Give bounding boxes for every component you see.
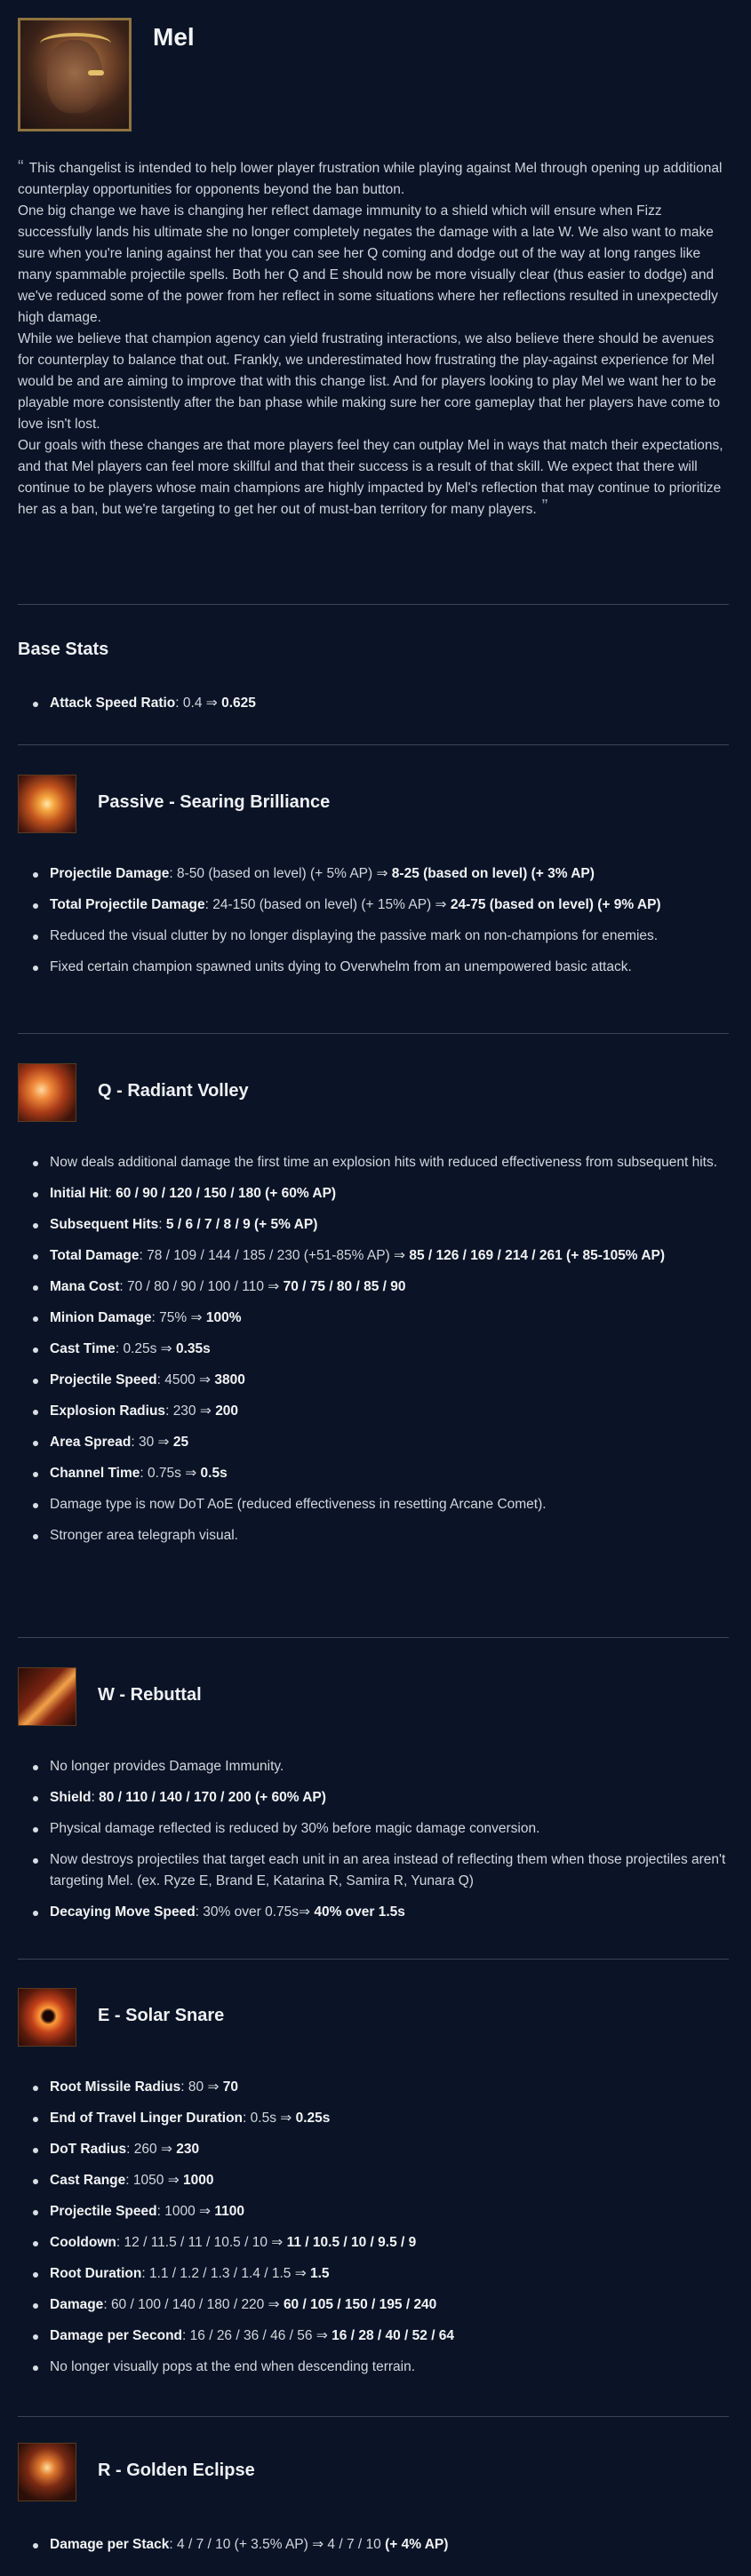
arrow-icon: ⇒ [294,2266,307,2281]
r-change-list [18,2534,729,2565]
stat-label: Total Damage [50,1248,140,1263]
change-text: Damage type is now DoT AoE (reduced effectiveness in resetting Arcane Comet). [50,1497,547,1512]
quote-paragraph: “ This changelist is intended to help lower player frustration while playing against Mel through opening up additional counterplay opportunities for opponents beyond the ban button. [18,157,723,197]
new-value: 200 [215,1403,239,1419]
old-value: 1.1 / 1.2 / 1.3 / 1.4 / 1.5 [148,2266,292,2281]
change-item: Cooldown: 12 / 11.5 / 11 / 10.5 / 10 ⇒ 11 / 10.5 / 10 / 9.5 / 9 [50,2232,729,2254]
change-item: Total Projectile Damage: 24-150 (based on level) (+ 15% AP) ⇒ 24-75 (based on level) (+ 9% AP) [50,894,729,916]
old-value: 75% [159,1310,188,1325]
arrow-icon: ⇒ [268,1279,280,1294]
change-item [50,1494,729,1515]
change-text: No longer provides Damage Immunity. [50,1759,284,1774]
arrow-icon: ⇒ [205,696,218,711]
change-text: Reduced the visual clutter by no longer displaying the passive mark on non-champions for enemies. [50,928,659,943]
change-item: Channel Time: 0.75s ⇒ 0.5s [50,1463,729,1484]
stat-label: Cast Range [50,2173,126,2188]
champion-portrait-icon [18,18,132,131]
divider [18,744,729,745]
stat-label: Damage [50,2297,104,2312]
quote-paragraph: Our goals with these changes are that more players feel they can outplay Mel in ways that match their expectations, and that Mel players can feel more skillful and that their success is a result of that skill. We expect that there will continue to be players whose main champions are highly impacted by Mel's reflection that may continue to prioritize her as a ban, but we're targeting to get her out of must-ban territory for many players. ” [18,438,723,517]
stat-label: Cast Time [50,1341,116,1356]
change-item: Damage per Second: 16 / 26 / 36 / 46 / 56 ⇒ 16 / 28 / 40 / 52 / 64 [50,2326,729,2347]
old-value: 30 [138,1435,155,1450]
arrow-icon: ⇒ [199,2204,212,2219]
open-quote-mark: “ [18,157,24,177]
new-value: 60 / 90 / 120 / 150 / 180 (+ 60% AP) [116,1186,337,1201]
old-value: 78 / 109 / 144 / 185 / 230 (+51-85% AP) [147,1248,390,1263]
new-value: 100% [205,1310,242,1325]
change-item [50,1849,729,1892]
new-value: 40% over 1.5s [314,1904,405,1920]
old-value: 70 / 80 / 90 / 100 / 110 [127,1279,264,1294]
divider [18,1959,729,1960]
new-value: 1000 [183,2173,214,2188]
old-value: 260 [133,2142,157,2157]
ability-header-r [18,2443,729,2501]
radiant-volley-icon [18,1063,76,1122]
ability-header-passive [18,775,729,833]
change-item [50,926,729,947]
change-item: Mana Cost: 70 / 80 / 90 / 100 / 110 ⇒ 70 / 75 / 80 / 85 / 90 [50,1276,729,1298]
new-value: 1100 [214,2204,244,2219]
close-quote-mark: ” [541,497,548,516]
base-stats-list [18,693,729,724]
rebuttal-icon [18,1667,76,1726]
ability-header-q [18,1063,729,1122]
new-value: 0.5s [200,1466,228,1481]
stat-label: Projectile Speed [50,2204,157,2219]
new-value: 80 / 110 / 140 / 170 / 200 (+ 60% AP) [99,1790,326,1805]
change-item [50,1818,729,1840]
change-text: Fixed certain champion spawned units dying to Overwhelm from an unempowered basic attack. [50,959,632,974]
w-change-list [18,1756,729,1933]
arrow-icon: ⇒ [199,1372,212,1387]
ability-title: R - Golden Eclipse [98,2461,255,2480]
arrow-icon: ⇒ [160,1341,172,1356]
new-value: 16 / 28 / 40 / 52 / 64 [332,2328,455,2343]
old-value: 0.5s [250,2111,276,2126]
new-value: 11 / 10.5 / 10 / 9.5 / 9 [286,2235,417,2250]
divider [18,2416,729,2417]
new-value: 0.625 [221,696,256,711]
stat-label: Area Spread [50,1435,132,1450]
new-value: 25 [172,1435,189,1450]
new-value: 70 / 75 / 80 / 85 / 90 [283,1279,406,1294]
new-value: 85 / 126 / 169 / 214 / 261 (+ 85-105% AP) [409,1248,666,1263]
change-item: Decaying Move Speed: 30% over 0.75s⇒ 40% over 1.5s [50,1902,729,1923]
old-value: 0.25s [123,1341,157,1356]
arrow-icon: ⇒ [435,897,447,912]
change-item: Attack Speed Ratio: 0.4 ⇒ 0.625 [50,693,729,714]
old-value: 60 / 100 / 140 / 180 / 220 [110,2297,265,2312]
stat-label: Damage per Stack [50,2537,170,2552]
arrow-icon: ⇒ [376,866,388,881]
stat-label: Cooldown [50,2235,116,2250]
change-item: Minion Damage: 75% ⇒ 100% [50,1308,729,1329]
quote-paragraph: One big change we have is changing her reflect damage immunity to a shield which will ensure when Fizz successfully lands his ultimate she no longer completely negates the damage with a late W. We also want to make sure when you're laning against her that you can see her Q coming and dodge out of the way at long ranges like many spammable projectile spells. Both her Q and E should now be more visually clear (thus easier to dodge) and we've reduced some of the power from her reflect in some situations where her reflections resulted in unexpectedly high damage. [18,203,718,325]
old-value: 0.4 [182,696,203,711]
change-item: End of Travel Linger Duration: 0.5s ⇒ 0.25s [50,2108,729,2129]
stat-label: Root Duration [50,2266,142,2281]
new-value: 70 [222,2079,239,2095]
section-title-base-stats: Base Stats [18,640,109,659]
arrow-icon: ⇒ [157,1435,170,1450]
change-item: Subsequent Hits: 5 / 6 / 7 / 8 / 9 (+ 5% AP) [50,1214,729,1236]
passive-change-list [18,863,729,988]
arrow-icon: ⇒ [190,1310,203,1325]
change-item: Projectile Damage: 8-50 (based on level) (+ 5% AP) ⇒ 8-25 (based on level) (+ 3% AP) [50,863,729,885]
change-item: Root Duration: 1.1 / 1.2 / 1.3 / 1.4 / 1.5 ⇒ 1.5 [50,2263,729,2285]
stat-label: Projectile Speed [50,1372,157,1387]
stat-label: Explosion Radius [50,1403,166,1419]
stat-label: Root Missile Radius [50,2079,181,2095]
golden-eclipse-icon [18,2443,76,2501]
ability-header-w [18,1667,729,1726]
stat-label: Initial Hit [50,1186,108,1201]
quote-paragraph: While we believe that champion agency can yield frustrating interactions, we also believe there should be avenues for counterplay to balance that out. Frankly, we underestimated how frustrating the play-against experience for Mel would be and are aiming to improve that with this change list. And for players looking to play Mel we want her to be playable more consistently after the ban phase while making sure her core gameplay that her players have come to love isn't lost. [18,331,721,432]
arrow-icon: ⇒ [167,2173,180,2188]
arrow-icon: ⇒ [271,2235,284,2250]
stat-label: Damage per Second [50,2328,183,2343]
new-value: (+ 4% AP) [385,2537,449,2552]
old-value: 1000 [164,2204,196,2219]
champion-name: Mel [153,23,195,51]
arrow-icon: ⇒ [394,1248,406,1263]
change-item: Damage: 60 / 100 / 140 / 180 / 220 ⇒ 60 / 105 / 150 / 195 / 240 [50,2294,729,2316]
change-item: Shield: 80 / 110 / 140 / 170 / 200 (+ 60% AP) [50,1787,729,1809]
change-text: Stronger area telegraph visual. [50,1528,238,1543]
change-item [50,1152,729,1173]
change-item: Projectile Speed: 4500 ⇒ 3800 [50,1370,729,1391]
champion-header [18,18,729,133]
stat-label: Projectile Damage [50,866,170,881]
old-value: 230 [172,1403,196,1419]
change-item: Explosion Radius: 230 ⇒ 200 [50,1401,729,1422]
stat-label: Total Projectile Damage [50,897,205,912]
old-value: 30% over 0.75s [203,1904,300,1920]
old-value: 4 / 7 / 10 (+ 3.5% AP) [177,2537,308,2552]
stat-label: Shield [50,1790,92,1805]
arrow-icon: ⇒ [207,2079,220,2095]
change-text: Now destroys projectiles that target each unit in an area instead of reflecting them when those projectiles aren't targeting Mel. (ex. Ryze E, Brand E, Katarina R, Samira R, Yunara Q) [50,1852,726,1888]
designer-quote [18,158,729,521]
divider [18,1033,729,1034]
new-value: 5 / 6 / 7 / 8 / 9 (+ 5% AP) [165,1217,318,1232]
stat-label: Decaying Move Speed [50,1904,196,1920]
arrow-icon: ⇒ [316,2328,328,2343]
old-value: 1050 [132,2173,164,2188]
searing-brilliance-icon [18,775,76,833]
ability-title: E - Solar Snare [98,2006,225,2025]
new-value: 24-75 (based on level) (+ 9% AP) [450,897,661,912]
old-value: 16 / 26 / 36 / 46 / 56 [189,2328,313,2343]
arrow-icon: ⇒ [312,2537,324,2552]
arrow-icon: ⇒ [185,1466,197,1481]
old-value: 4500 [164,1372,196,1387]
change-item: Total Damage: 78 / 109 / 144 / 185 / 230 (+51-85% AP) ⇒ 85 / 126 / 169 / 214 / 261 (+ 85-105% AP) [50,1245,729,1267]
divider [18,1637,729,1638]
new-value: 8-25 (based on level) (+ 3% AP) [391,866,595,881]
q-change-list [18,1152,729,1556]
change-item: Area Spread: 30 ⇒ 25 [50,1432,729,1453]
new-value: 230 [176,2142,200,2157]
change-item: Cast Time: 0.25s ⇒ 0.35s [50,1339,729,1360]
stat-label: Minion Damage [50,1310,152,1325]
stat-label: DoT Radius [50,2142,127,2157]
change-item: Initial Hit: 60 / 90 / 120 / 150 / 180 (+ 60% AP) [50,1183,729,1205]
change-item [50,1756,729,1777]
ability-title: Passive - Searing Brilliance [98,792,331,812]
new-value: 3800 [214,1372,245,1387]
change-item: DoT Radius: 260 ⇒ 230 [50,2139,729,2160]
change-text: No longer visually pops at the end when descending terrain. [50,2359,416,2374]
new-value: 1.5 [310,2266,330,2281]
stat-label: Subsequent Hits [50,1217,159,1232]
stat-label: Attack Speed Ratio [50,696,176,711]
arrow-icon: ⇒ [160,2142,172,2157]
change-text: Physical damage reflected is reduced by 30% before magic damage conversion. [50,1821,540,1836]
ability-title: W - Rebuttal [98,1685,202,1705]
solar-snare-icon [18,1988,76,2047]
e-change-list [18,2077,729,2388]
change-item: Root Missile Radius: 80 ⇒ 70 [50,2077,729,2098]
change-item: Cast Range: 1050 ⇒ 1000 [50,2170,729,2191]
change-item [50,957,729,978]
change-item [50,2357,729,2378]
change-item [50,1525,729,1546]
stat-label: Mana Cost [50,1279,120,1294]
new-value-plain: 4 / 7 / 10 [327,2537,381,2552]
new-value: 0.25s [295,2111,331,2126]
ability-title: Q - Radiant Volley [98,1081,249,1101]
arrow-icon: ⇒ [280,2111,292,2126]
arrow-icon: ⇒ [268,2297,280,2312]
stat-label: End of Travel Linger Duration [50,2111,244,2126]
new-value: 60 / 105 / 150 / 195 / 240 [283,2297,437,2312]
old-value: 0.75s [147,1466,181,1481]
arrow-icon: ⇒ [199,1403,212,1419]
change-item: Projectile Speed: 1000 ⇒ 1100 [50,2201,729,2222]
arrow-icon: ⇒ [299,1904,311,1920]
new-value: 0.35s [175,1341,211,1356]
old-value: 12 / 11.5 / 11 / 10.5 / 10 [124,2235,268,2250]
old-value: 80 [188,2079,204,2095]
ability-header-e [18,1988,729,2047]
old-value: 24-150 (based on level) (+ 15% AP) [212,897,432,912]
change-item: Damage per Stack: 4 / 7 / 10 (+ 3.5% AP) ⇒ 4 / 7 / 10 (+ 4% AP) [50,2534,729,2556]
old-value: 8-50 (based on level) (+ 5% AP) [177,866,373,881]
divider [18,604,729,605]
stat-label: Channel Time [50,1466,140,1481]
change-text: Now deals additional damage the first time an explosion hits with reduced effectiveness from subsequent hits. [50,1155,718,1170]
